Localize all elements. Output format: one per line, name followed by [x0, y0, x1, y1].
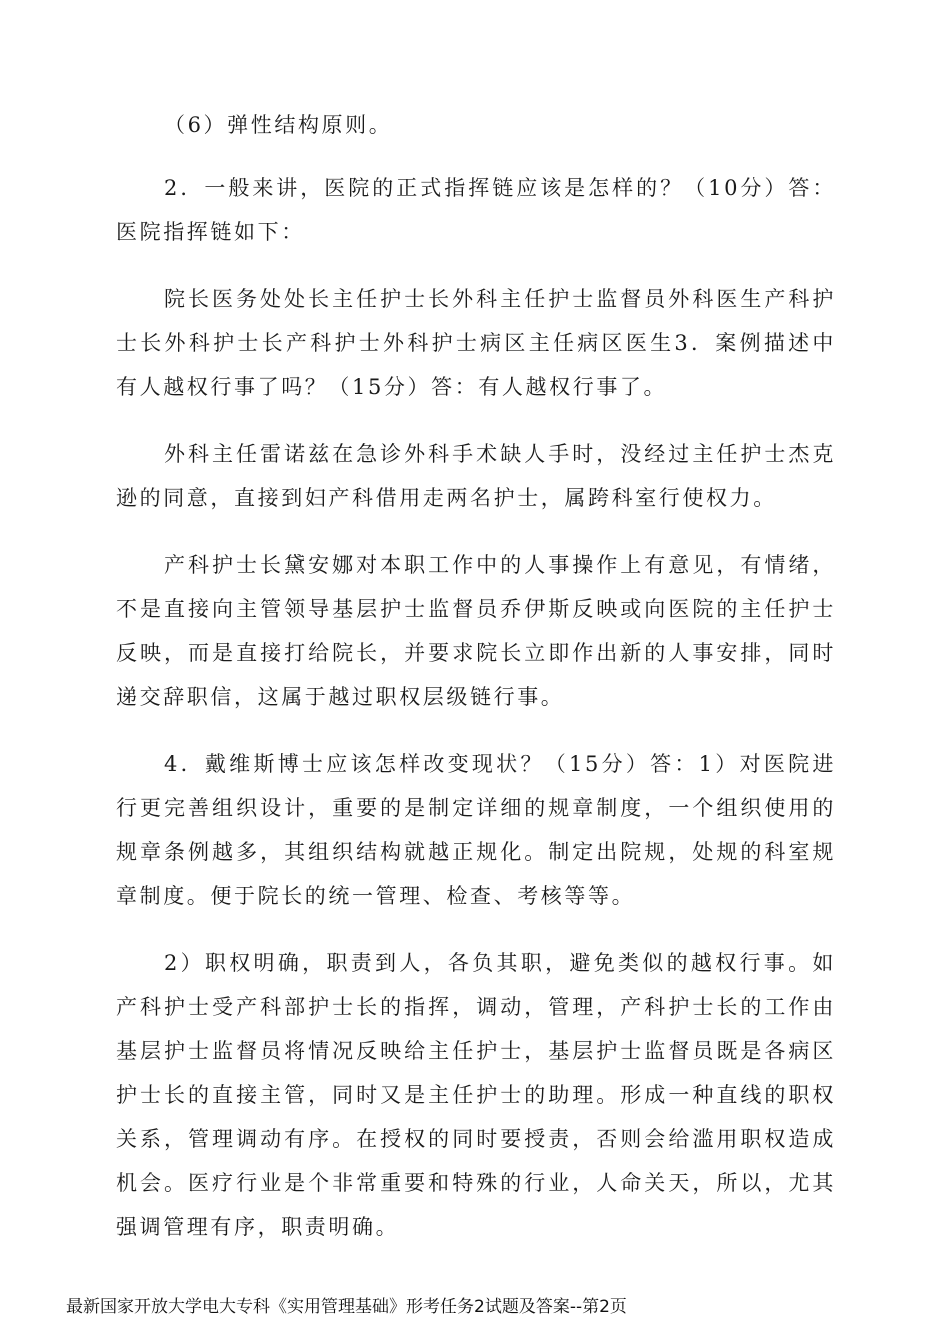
paragraph-principle-6: （6）弹性结构原则。 [164, 113, 393, 137]
paragraph-question-2: 2．一般来讲，医院的正式指挥链应该是怎样的？（10分）答：医院指挥链如下： [116, 176, 836, 244]
paragraph-surgery-director: 外科主任雷诺兹在急诊外科手术缺人手时，没经过主任护士杰克逊的同意，直接到妇产科借用走两名护士，属跨科室行使权力。 [116, 442, 836, 510]
document-body [116, 103, 836, 1272]
page-footer: 最新国家开放大学电大专科《实用管理基础》形考任务2试题及答案--第2页 [66, 1297, 627, 1317]
paragraph-command-chain: 院长医务处处长主任护士长外科主任护士监督员外科医生产科护士长外科护士长产科护士外科护士病区主任病区医生3．案例描述中有人越权行事了吗？（15分）答：有人越权行事了。 [116, 287, 836, 399]
paragraph-clear-authority: 2）职权明确，职责到人，各负其职，避免类似的越权行事。如产科护士受产科部护士长的指挥，调动，管理，产科护士长的工作由基层护士监督员将情况反映给主任护士，基层护士监督员既是各病区护士长的直接主管，同时又是主任护士的助理。形成一种直线的职权关系，管理调动有序。在授权的同时要授责，否则会给滥用职权造成机会。医疗行业是个非常重要和特殊的行业，人命关天，所以，尤其强调管理有序，职责明确。 [116, 951, 836, 1239]
paragraph-obstetrics-head-nurse: 产科护士长黛安娜对本职工作中的人事操作上有意见，有情绪，不是直接向主管领导基层护士监督员乔伊斯反映或向医院的主任护士反映，而是直接打给院长，并要求院长立即作出新的人事安排，同时递交辞职信，这属于越过职权层级链行事。 [116, 553, 836, 709]
paragraph-question-4: 4．戴维斯博士应该怎样改变现状？（15分）答：1）对医院进行更完善组织设计，重要的是制定详细的规章制度，一个组织使用的规章条例越多，其组织结构就越正规化。制定出院规，处规的科室规章制度。便于院长的统一管理、检查、考核等等。 [116, 752, 836, 908]
